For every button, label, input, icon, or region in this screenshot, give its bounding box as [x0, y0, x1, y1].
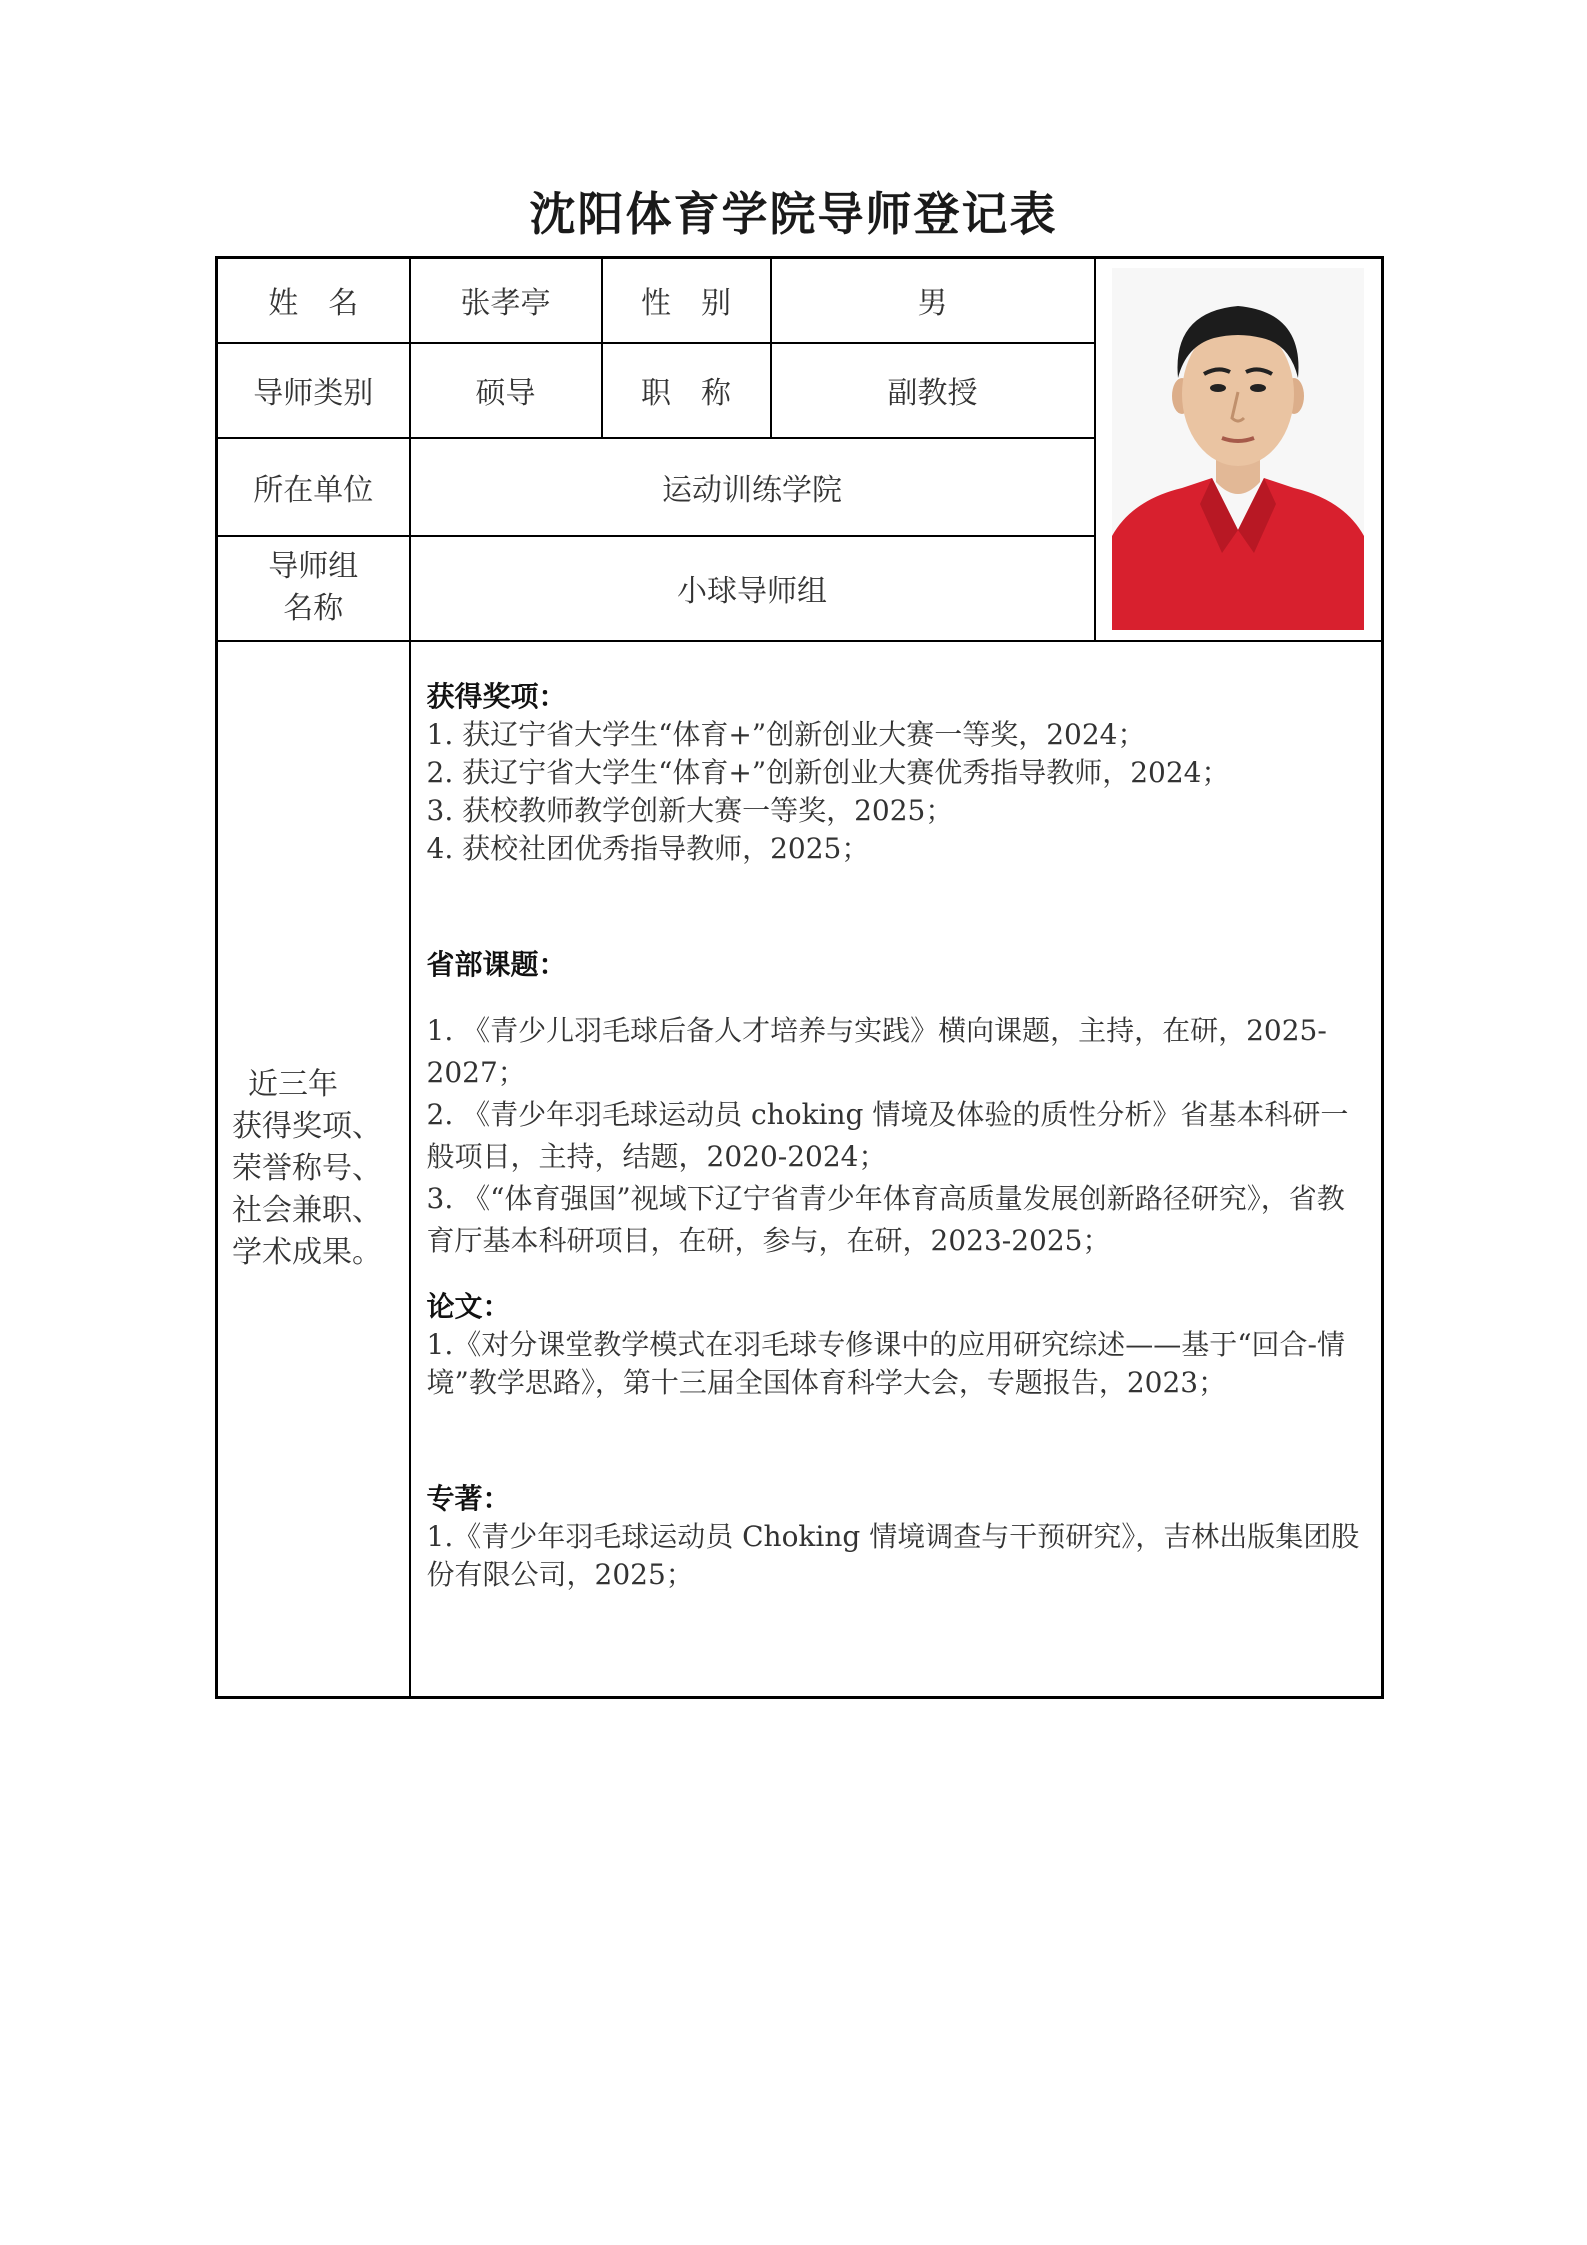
form-row-achievements: [217, 641, 1383, 1698]
achievements-label: [217, 641, 410, 1698]
name-value: 张孝亭: [410, 258, 602, 343]
achievements-label-line4: 社会兼职、: [232, 1192, 382, 1228]
unit-label: 所在单位: [217, 438, 410, 536]
project-item: 3. 《“体育强国”视域下辽宁省青少年体育高质量发展创新路径研究》，省教育厅基本科研项目，在研，参与，在研，2023-2025；: [426, 1181, 1345, 1257]
page-title: 沈阳体育学院导师登记表: [529, 187, 1058, 241]
award-item: 4. 获校社团优秀指导教师，2025；: [426, 831, 870, 865]
achievements-label-line3: 荣誉称号、: [232, 1150, 382, 1186]
award-item: 2. 获辽宁省大学生“体育+”创新创业大赛优秀指导教师，2024；: [426, 755, 1230, 789]
gender-value: 男: [771, 258, 1095, 343]
project-item: 2. 《青少年羽毛球运动员 choking 情境及体验的质性分析》省基本科研一般项目，主持，结题，2020-2024；: [426, 1097, 1349, 1173]
awards-heading: 获得奖项：: [426, 679, 567, 713]
photo-cell: [1095, 258, 1383, 641]
rank-value: 副教授: [771, 343, 1095, 438]
gender-label: 性 别: [602, 258, 771, 343]
monograph-heading: 专著：: [426, 1481, 511, 1515]
group-label-line1: 导师组: [268, 549, 359, 584]
achievements-label-line5: 学术成果。: [232, 1234, 382, 1270]
achievements-content: [410, 641, 1383, 1698]
form-row-name: [217, 258, 1383, 343]
group-value: 小球导师组: [410, 536, 1095, 641]
supervisor-type-value: 硕导: [410, 343, 602, 438]
rank-label: 职 称: [602, 343, 771, 438]
portrait-photo: [1112, 268, 1364, 630]
supervisor-type-label: 导师类别: [217, 343, 410, 438]
monograph-item: 1.《青少年羽毛球运动员 Choking 情境调查与干预研究》，吉林出版集团股份有限公司，2025；: [426, 1519, 1360, 1591]
paper-item: 1.《对分课堂教学模式在羽毛球专修课中的应用研究综述——基于“回合-情境”教学思路》，第十三届全国体育科学大会，专题报告，2023；: [426, 1327, 1345, 1399]
group-label-line2: 名称: [283, 591, 344, 626]
unit-value: 运动训练学院: [410, 438, 1095, 536]
registration-form-table: [215, 256, 1384, 1699]
achievements-label-line2: 获得奖项、: [232, 1108, 382, 1144]
projects-heading: 省部课题：: [426, 947, 567, 981]
group-label: [217, 536, 410, 641]
name-label: 姓 名: [217, 258, 410, 343]
project-item: 1. 《青少儿羽毛球后备人才培养与实践》横向课题，主持，在研，2025-2027；: [426, 1013, 1327, 1089]
award-item: 1. 获辽宁省大学生“体育+”创新创业大赛一等奖，2024；: [426, 717, 1146, 751]
papers-heading: 论文：: [426, 1289, 511, 1323]
achievements-label-line1: 近三年: [248, 1066, 338, 1102]
award-item: 3. 获校教师教学创新大赛一等奖，2025；: [426, 793, 954, 827]
